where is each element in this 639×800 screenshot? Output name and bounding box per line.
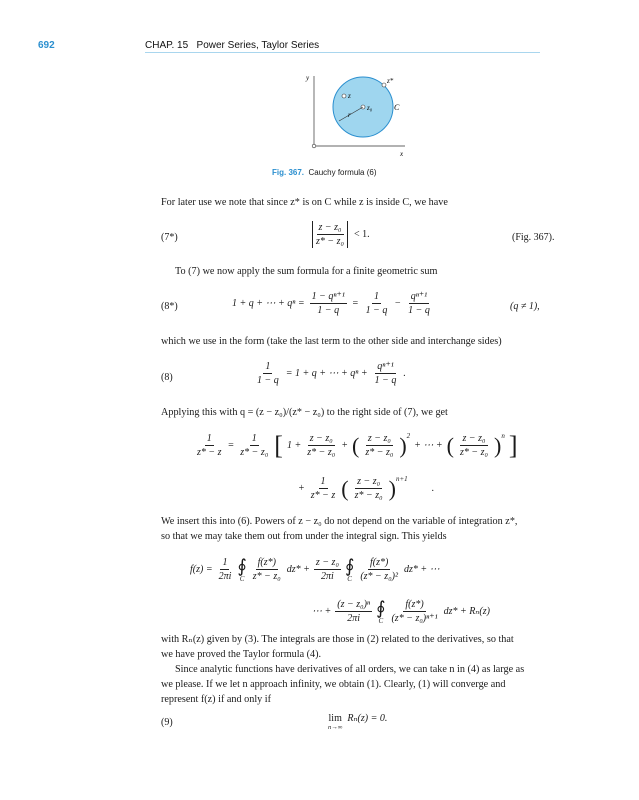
exp1-f3-den: z* − z₀ [307, 447, 336, 458]
taylor2-f1-den: 2πi [347, 613, 361, 624]
expansion-line-1 [195, 432, 518, 459]
exp1-f5-num: z − z₀ [462, 433, 486, 444]
exp2-f2-den: z* − z₀ [354, 490, 383, 501]
left-bracket: [ [274, 430, 283, 460]
exp1-f4-num: z − z₀ [367, 433, 391, 444]
right-bracket: ] [508, 430, 518, 460]
z0-label: z₀ [367, 104, 373, 112]
exp2-end: . [431, 483, 435, 494]
paragraph-5-line-1: We insert this into (6). Powers of z − z₀ do not depend on the variable of integration z*, [161, 516, 518, 527]
taylor2-f2-num: f(z*) [405, 599, 424, 610]
figure-caption [272, 168, 377, 177]
taylor-lhs: f(z) = [190, 564, 213, 575]
eq-8star-f1-num: 1 − qⁿ⁺¹ [311, 291, 345, 302]
contour-integral-2 [345, 557, 354, 583]
contour-integral-3 [376, 599, 385, 625]
taylor-line-2 [312, 598, 490, 625]
taylor-dz2: dz* + ⋯ [404, 564, 440, 575]
oint-sub-1: C [239, 574, 245, 583]
taylor2-f1-num: (z − z₀)ⁿ [337, 599, 371, 610]
y-axis-label: y [306, 74, 310, 82]
taylor-f3-den: 2πi [321, 571, 334, 582]
eq-9 [328, 713, 387, 731]
oint-sub-3: C [378, 616, 384, 625]
paragraph-5-line-2: so that we may take them out from under the integral sign. This yields [161, 531, 447, 542]
exp1-f3-num: z − z₀ [309, 433, 333, 444]
exp1-power-n: n [501, 432, 505, 440]
exp1-f4-den: z* − z₀ [365, 447, 394, 458]
page-number: 692 [38, 40, 55, 51]
r-label: r [348, 111, 351, 119]
eq-8star-f2-num: 1 [373, 291, 379, 302]
limit [328, 713, 342, 731]
eq-8-label: (8) [161, 372, 173, 383]
paragraph-7-line-3: represent f(z) if and only if [161, 694, 272, 705]
eq-8star-f3-den: 1 − q [408, 305, 430, 316]
exp1-eq: = [227, 440, 235, 451]
figure-label: Fig. 367. [272, 168, 305, 177]
eq-8star-label: (8*) [161, 301, 178, 312]
eq-8-end: . [403, 368, 406, 379]
paragraph-2: To (7) we now apply the sum formula for a finite geometric sum [175, 266, 438, 277]
oint-symbol-1: ∮ [237, 555, 247, 576]
exp2-f2-num: z − z₀ [357, 476, 381, 487]
taylor-f1-num: 1 [222, 557, 228, 568]
header-rule [145, 52, 540, 53]
eq-8-f2-num: qⁿ⁺¹ [377, 361, 394, 372]
paragraph-7-line-2: we please. If we let n approach infinity, we obtain (1). Clearly, (1) will converge and [161, 679, 506, 690]
taylor2-lead: ⋯ + [312, 606, 332, 617]
exp1-f1-den: z* − z [197, 447, 222, 458]
taylor-f3-num: z − z₀ [315, 557, 339, 568]
paren-open-3: ( [341, 475, 349, 501]
taylor2-dz: dz* + Rₙ(z) [443, 606, 490, 617]
expansion-line-2 [298, 475, 434, 502]
paren-open: ( [351, 432, 360, 458]
abs-value [312, 221, 348, 248]
chapter-title: Power Series, Taylor Series [196, 40, 320, 51]
exp2-f1-num: 1 [320, 476, 326, 487]
chapter-label: CHAP. 15 [145, 40, 189, 51]
exp1-square: 2 [406, 432, 411, 440]
eq-8star-f1-den: 1 − q [317, 305, 340, 316]
eq-9-label: (9) [161, 717, 173, 728]
eq-9-rhs: Rₙ(z) = 0. [347, 713, 388, 724]
paragraph-1: For later use we note that since z* is on C while z is inside C, we have [161, 197, 448, 208]
eq-8 [255, 360, 406, 387]
taylor-f2-den: z* − z₀ [252, 571, 281, 582]
point-zstar [382, 83, 386, 87]
zstar-label: z* [387, 77, 394, 85]
limit-word: lim [328, 713, 342, 724]
eq-8-mid: = 1 + q + ⋯ + qⁿ + [285, 368, 368, 379]
eq-7star [312, 221, 370, 248]
exp1-one: 1 + [286, 440, 302, 451]
eq-8-f1-den: 1 − q [257, 375, 279, 386]
paragraph-6-line-2: we have proved the Taylor formula (4). [161, 649, 322, 660]
oint-symbol-3: ∮ [376, 597, 386, 618]
paren-open-2: ( [446, 432, 454, 458]
eq-7star-num: z − z₀ [318, 222, 342, 233]
eq-8star-f2-den: 1 − q [365, 305, 388, 316]
paragraph-4: Applying this with q = (z − z₀)/(z* − z₀) to the right side of (7), we get [161, 407, 448, 418]
exp1-f5-den: z* − z₀ [459, 447, 488, 458]
eq-8-f2-den: 1 − q [374, 375, 397, 386]
origin-marker [312, 144, 316, 148]
exp1-f2-den: z* − z₀ [240, 447, 269, 458]
z-label: z [348, 92, 351, 100]
eq-7star-den: z* − z₀ [316, 236, 345, 247]
taylor-f4-num: f(z*) [369, 557, 389, 568]
paren-close: ) [399, 432, 407, 458]
exp1-plus: + [341, 440, 348, 451]
x-axis-label: x [400, 150, 404, 158]
exp2-plus: + [298, 483, 305, 494]
eq-8-f1-num: 1 [265, 361, 271, 372]
chapter-heading [145, 40, 319, 51]
eq-8star-eq: = [351, 298, 359, 309]
taylor-dz: dz* + [286, 564, 310, 575]
eq-8star-minus: − [394, 298, 402, 309]
eq-8star-f3-num: qⁿ⁺¹ [410, 291, 428, 302]
eq-8star [232, 290, 432, 317]
limit-sub: n→∞ [328, 724, 343, 731]
paragraph-7-line-1: Since analytic functions have derivatives of all orders, we can take n in (4) as large as [175, 664, 525, 675]
eq-7star-rhs: < 1. [354, 229, 370, 240]
eq-8star-lhs: 1 + q + ⋯ + qⁿ = [232, 298, 305, 309]
taylor-f4-den: (z* − z₀)² [360, 571, 398, 582]
paren-close-2: ) [494, 432, 502, 458]
taylor2-f2-den: (z* − z₀)ⁿ⁺¹ [391, 613, 438, 624]
paren-close-3: ) [388, 475, 396, 501]
point-z [342, 94, 346, 98]
figure-drawing [300, 68, 410, 160]
taylor-f1-den: 2πi [218, 571, 232, 582]
eq-8star-condition: (q ≠ 1), [510, 301, 540, 312]
oint-sub-2: C [347, 574, 352, 583]
contour-integral-1 [237, 557, 246, 583]
figure-caption-text: Cauchy formula (6) [308, 168, 377, 177]
exp2-power: n+1 [395, 475, 408, 483]
eq-7star-label: (7*) [161, 232, 178, 243]
taylor-line-1 [190, 556, 440, 583]
c-label: C [394, 103, 400, 112]
taylor-f2-num: f(z*) [257, 557, 276, 568]
exp1-dots: + ⋯ + [414, 440, 443, 451]
paragraph-6-line-1: with Rₙ(z) given by (3). The integrals are those in (2) related to the derivatives, so that [161, 634, 514, 645]
exp1-f2-num: 1 [251, 433, 257, 444]
paragraph-3: which we use in the form (take the last term to the other side and interchange sides) [161, 336, 502, 347]
oint-symbol-2: ∮ [344, 555, 355, 576]
exp2-f1-den: z* − z [310, 490, 336, 501]
figure-367 [300, 68, 410, 165]
exp1-f1-num: 1 [206, 433, 212, 444]
eq-7star-ref: (Fig. 367). [512, 232, 555, 243]
